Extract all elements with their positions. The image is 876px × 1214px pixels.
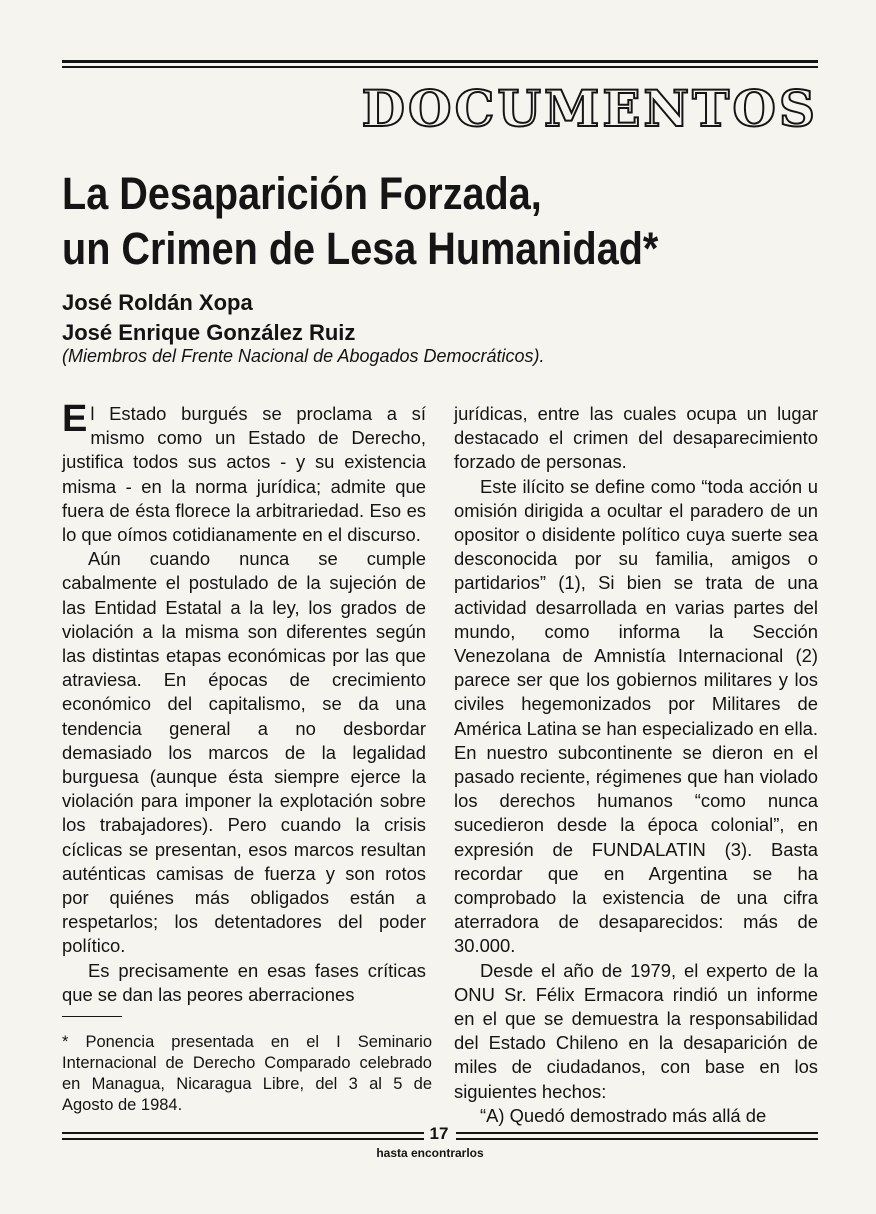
paragraph: Desde el año de 1979, el experto de la ONU Sr. Félix Ermacora rindió un informe en el que se demuestra la responsabilidad del Estado Chileno en la desaparición de miles de ciudadanos, con base en los siguientes hechos: — [454, 959, 818, 1102]
section-label: DOCUMENTOS — [361, 79, 818, 138]
paragraph: Aún cuando nunca se cumple cabalmente el postulado de la sujeción de las Entidad Estatal a la ley, los grados de violación a la misma son diferentes según las distintas etapas económicas por las que atraviesa. En épocas de crecimiento económico del capitalismo, se da una tendencia general a no desbordar demasiado los marcos de la legalidad burguesa (aunque ésta siempre ejerce la violación para imponer la explotación sobre los trabajadores). Pero cuando la crisis cíclicas se presentan, esos marcos resultan auténticas camisas de fuerza y son rotos por quiénes más obligados están a respetarlos; los detentadores del poder político. — [62, 548, 426, 957]
top-rule-thin — [62, 66, 818, 68]
author-2: José Enrique González Ruiz — [62, 320, 356, 345]
author-1: José Roldán Xopa — [62, 290, 253, 315]
paragraph: Este ilícito se define como “toda acción u omisión dirigida a ocultar el paradero de un opositor o disidente político cuya suerte sea desconocida por su familia, amigos o partidarios” (1), Si bien se trata de una actividad desarrollada en varias partes del mundo, como informa la Sección Venezolana de Amnistía Internacional (2) parece ser que los gobiernos militares y los civiles hegemonizados por Militares de América Latina se han especializado en ella. En nuestro subcontinente se dieron en el pasado reciente, régimenes que han violado los derechos humanos “como nunca sucedieron desde la época colonial”, en expresión de FUNDALATIN (3). Basta recordar que en Argentina se ha comprobado la existencia de una cifra aterradora de desaparecidos: más de 30.000. — [454, 475, 818, 957]
page-number: 17 — [429, 1124, 449, 1143]
paragraph: El Estado burgués se proclama a sí mismo como un Estado de Derecho, justifica todos sus actos - y su existencia misma - en la norma jurídica; admite que fuera de ésta florece la arbitrariedad. Eso es lo que oímos cotidianamente en el discurso. — [62, 398, 426, 546]
top-rule — [62, 60, 818, 63]
title-line-2: un Crimen de Lesa Humanidad* — [62, 223, 659, 274]
drop-cap: E — [62, 398, 88, 440]
bottom-rule-right-2 — [456, 1138, 818, 1140]
bottom-rule-right — [456, 1132, 818, 1134]
paragraph: “A) Quedó demostrado más allá de — [480, 1104, 767, 1126]
title-line-1: La Desaparición Forzada, — [62, 168, 542, 219]
footnote-rule — [62, 1016, 122, 1017]
right-column — [454, 402, 818, 1128]
article-title — [62, 166, 854, 276]
authors — [62, 288, 355, 348]
affiliation: (Miembros del Frente Nacional de Abogados Democráticos). — [62, 346, 545, 366]
paragraph: jurídicas, entre las cuales ocupa un lugar destacado el crimen del desaparecimiento forzado de personas. — [454, 403, 818, 473]
paragraph: Es precisamente en esas fases críticas que se dan las peores aberraciones — [62, 959, 426, 1005]
bottom-rule-left — [62, 1132, 424, 1134]
publication-name: hasta encontrarlos — [376, 1146, 484, 1160]
bottom-rule-left-2 — [62, 1138, 424, 1140]
footnote: * Ponencia presentada en el I Seminario Internacional de Derecho Comparado celebrado en Managua, Nicaragua Libre, del 3 al 5 de Agosto de 1984. — [62, 1033, 432, 1114]
left-column — [62, 398, 426, 1007]
